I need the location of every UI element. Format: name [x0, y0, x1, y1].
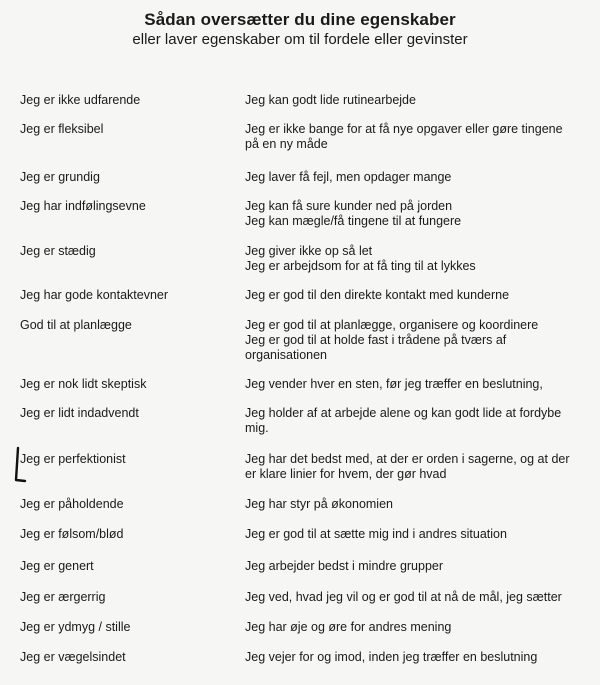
benefit-text: [245, 650, 590, 665]
trait-text: Jeg er ydmyg / stille: [20, 620, 131, 634]
benefit-text: [245, 93, 590, 108]
trait-text: Jeg er følsom/blød: [20, 527, 124, 541]
trait-text: Jeg er genert: [20, 559, 94, 573]
benefit-line: på en ny måde: [245, 137, 328, 151]
benefit-text: [245, 452, 590, 482]
trait-text: Jeg er grundig: [20, 170, 100, 184]
benefit-line: Jeg er god til at sætte mig ind i andres situation: [245, 527, 507, 541]
benefit-line: organisationen: [245, 348, 328, 362]
trait-text: Jeg er nok lidt skeptisk: [20, 377, 147, 391]
benefit-line: Jeg er arbejdsom for at få ting til at lykkes: [245, 259, 476, 273]
trait-text: Jeg har indfølingsevne: [20, 199, 146, 213]
benefit-line: Jeg er god til at holde fast i trådene på tværs af: [245, 333, 507, 347]
trait-text: Jeg er påholdende: [20, 497, 124, 511]
document-subtitle: eller laver egenskaber om til fordele eller gevinster: [132, 31, 468, 48]
benefit-line: Jeg er ikke bange for at få nye opgaver eller gøre tingene: [245, 122, 563, 136]
benefit-text: [245, 497, 590, 512]
benefit-text: [245, 620, 590, 635]
benefit-line: Jeg har styr på økonomien: [245, 497, 393, 511]
benefit-line: Jeg ved, hvad jeg vil og er god til at nå de mål, jeg sætter: [245, 590, 562, 604]
benefit-line: Jeg er god til at planlægge, organisere og koordinere: [245, 318, 539, 332]
benefit-line: Jeg laver få fejl, men opdager mange: [245, 170, 452, 184]
benefit-line: Jeg vender hver en sten, før jeg træffer en beslutning,: [245, 377, 543, 391]
trait-text: Jeg er ærgerrig: [20, 590, 106, 604]
benefit-line: Jeg giver ikke op så let: [245, 244, 373, 258]
benefit-line: mig.: [245, 421, 269, 435]
benefit-line: Jeg kan få sure kunder ned på jorden: [245, 199, 453, 213]
benefit-text: [245, 527, 590, 542]
benefit-line: Jeg har det bedst med, at der er orden i sagerne, og at der: [245, 452, 570, 466]
trait-text: God til at planlægge: [20, 318, 132, 332]
benefit-text: [245, 122, 590, 152]
benefit-line: Jeg vejer for og imod, inden jeg træffer en beslutning: [245, 650, 538, 664]
trait-text: Jeg er ikke udfarende: [20, 93, 141, 107]
trait-text: Jeg er lidt indadvendt: [20, 406, 139, 420]
benefit-line: Jeg holder af at arbejde alene og kan godt lide at fordybe: [245, 406, 562, 420]
benefit-line: Jeg arbejder bedst i mindre grupper: [245, 559, 444, 573]
trait-text: Jeg er stædig: [20, 244, 96, 258]
benefit-text: [245, 170, 590, 185]
benefit-line: Jeg kan mægle/få tingene til at fungere: [245, 214, 462, 228]
benefit-text: [245, 199, 590, 229]
document-title: Sådan oversætter du dine egenskaber: [144, 10, 456, 29]
benefit-text: [245, 244, 590, 274]
benefit-text: [245, 288, 590, 303]
handwritten-bracket-mark: [13, 446, 27, 484]
benefit-line: Jeg har øje og øre for andres mening: [245, 620, 452, 634]
trait-text: Jeg er fleksibel: [20, 122, 104, 136]
trait-text: Jeg er perfektionist: [20, 452, 126, 466]
benefit-text: [245, 590, 590, 605]
trait-text: Jeg er vægelsindet: [20, 650, 126, 664]
benefit-line: Jeg er god til den direkte kontakt med kunderne: [245, 288, 510, 302]
benefit-line: er klare linier for hvem, der gør hvad: [245, 467, 447, 481]
benefit-line: Jeg kan godt lide rutinearbejde: [245, 93, 416, 107]
benefit-text: [245, 559, 590, 574]
benefit-text: [245, 318, 590, 363]
benefit-text: [245, 377, 590, 392]
benefit-text: [245, 406, 590, 436]
trait-text: Jeg har gode kontaktevner: [20, 288, 169, 302]
